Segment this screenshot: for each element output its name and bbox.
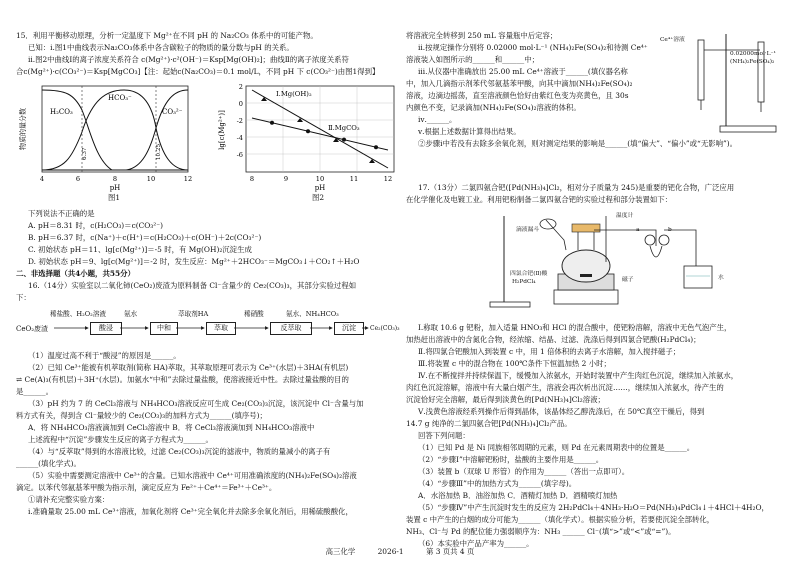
q17-3: （3）装置 b（双球 U 形管）的作用为______（答出一点即可）。 — [418, 467, 630, 476]
flow-end: Ce₂(CO₃)₃ — [370, 325, 400, 332]
titration-r7: 内颜色不变，记录滴加(NH₄)₂Fe(SO₄)₂溶液的体积。 — [406, 103, 581, 112]
flow-label-4: 稀硝酸 — [244, 310, 264, 318]
fig1-species-co3: CO₃²⁻ — [162, 108, 183, 116]
flow-label-2: 氨水 — [124, 310, 138, 318]
footer-code: 2026-1 — [377, 547, 404, 556]
fig2-xtick: 9 — [283, 175, 289, 183]
fig1-ylabel: 物质的量分数 — [19, 108, 27, 150]
fig1-mark-1: 6.37 — [82, 147, 88, 160]
q17-stem-b: 在化学催化及电镀工业。利用钯粉制备二氯四氨合钯的实验过程和部分装置如下： — [406, 195, 673, 204]
fig2-caption: 图2 — [312, 193, 325, 202]
titration-r5: 中，加入几滴指示剂苯代邻氨基苯甲酸，向其中滴加(NH₄)₂Fe(SO₄)₂ — [406, 79, 633, 88]
fig1-xtick: 4 — [39, 175, 45, 183]
q16-3a: （3）pH 约为 7 的 CeCl₃溶液与 NH₄HCO₃溶液反应可生成 Ce₂(CO₃)₃沉淀，该沉淀中 Cl⁻含量与加 — [28, 399, 364, 408]
synthesis-drawing — [406, 210, 784, 318]
fig1-mark-2: 10.25 — [156, 143, 162, 160]
q16-stem-b: 下： — [16, 293, 31, 302]
flow-label-1: 稀盐酸、H₂O₂溶液 — [50, 310, 107, 318]
q16-2b: ⇌ Ce(A)₃(有机层)＋3H⁺(水层)。加氨水“中和”去除过量盐酸，使溶液接近中性。去除过量盐酸的目的 — [16, 375, 349, 384]
label-funnel: 滴液漏斗 — [516, 227, 540, 233]
titration-r2: ⅱ.按规定操作分别将 0.02000 mol·L⁻¹ (NH₄)₂Fe(SO₄)₂和待测 Ce⁴⁺ — [418, 43, 648, 52]
titration-r9: ⅴ.根据上述数据计算得出结果。 — [418, 127, 521, 136]
flow-start: CeO₂废渣 — [16, 325, 49, 333]
q16-5b: 滴定。以苯代邻氨基苯甲酸为指示剂，滴定反应为 Fe²⁺＋Ce⁴⁺＝Fe³⁺＋Ce³⁺。 — [16, 483, 277, 492]
titration-r8: ⅳ.______。 — [418, 115, 457, 124]
q17-5a: （5）“步骤Ⅳ”中产生沉淀时发生的反应为 2H₂PdCl₄＋4NH₃·H₂O＝Pd(NH₃)₄PdCl₄↓＋4HCl＋4H₂O， — [418, 503, 769, 512]
step-5b: 14.7 g 纯净的二氯四氨合钯[Pd(NH₃)₄]Cl₂产品。 — [406, 419, 572, 428]
fig1-xtick: 12 — [183, 175, 193, 183]
q15-option-a: A. pH＝8.31 时，c(H₂CO₃)＝c(CO₃²⁻) — [28, 221, 164, 230]
q16-3c: A．将 NH₄HCO₃溶液滴加到 CeCl₃溶液中 B．将 CeCl₃溶液滴加到 NH₄HCO₃溶液中 — [28, 423, 315, 432]
label-stirrer: 磁子 — [622, 277, 634, 283]
label-thermometer: 温度计 — [616, 213, 634, 219]
section-2-heading: 二、非选择题（共4小题，共55分） — [16, 269, 135, 278]
burette-left-label: Ce⁴⁺溶液 — [660, 37, 685, 43]
footer-page: 第 3 页共 4 页 — [425, 547, 475, 556]
step-5a: Ⅴ.浅黄色溶液经系列操作后得到晶体，该晶体经乙醇洗涤后，在 50℃真空干燥后，得到 — [418, 407, 705, 416]
figures — [16, 80, 394, 206]
label-b: b — [668, 227, 672, 233]
q17-5b: 装置 c 中产生的白烟的成分可能为______（填化学式）。根据实验分析，若要使沉淀全部转化， — [406, 515, 715, 524]
label-flask-formula: H₂PdCl₄ — [512, 279, 536, 285]
flow-box-precipitate: 沉淀 — [334, 322, 364, 335]
flow-label-3: 萃取剂HA — [178, 310, 209, 318]
titration-r1: 将溶液完全转移到 250 mL 容量瓶中后定容； — [406, 31, 558, 40]
flow-box-neutralize: 中和 — [150, 322, 178, 335]
fig2-ytick: 0 — [238, 100, 243, 108]
label-a: a — [636, 227, 640, 233]
burette-apparatus — [660, 30, 784, 140]
fig2-ytick: -6 — [236, 151, 243, 159]
q17-6: （6）本实验中产品产率为______。 — [418, 539, 534, 548]
fig1-xtick: 8 — [112, 175, 118, 183]
figure-1 — [16, 80, 196, 192]
q16-2a: （2）已知 Ce³⁺能被有机萃取剂(简称 HA)萃取，其萃取原理可表示为 Ce³⁺(水层)＋3HA(有机层) — [28, 363, 349, 372]
q16-5c: ①请补充完整实验方案： — [28, 495, 110, 504]
titration-r10: ②步骤ⅰ中若没有去除多余氧化剂，则对测定结果的影响是______(填“偏大”、“偏小”或“无影响”)。 — [418, 139, 738, 148]
fig2-xlabel: pH — [314, 184, 326, 192]
fig2-curve-2-label: Ⅱ.MgCO₃ — [328, 124, 360, 132]
fig1-co3-curve — [42, 90, 188, 170]
q17-2: （2）“步骤Ⅰ”中溶解钯粉时，盐酸的主要作用是______。 — [418, 455, 604, 464]
titration-r3: 溶液装入如图所示的______和______中； — [406, 55, 540, 64]
q16-3d: 上述流程中“沉淀”步骤发生反应的离子方程式为______。 — [28, 435, 213, 444]
fig2-xtick: 10 — [315, 175, 325, 183]
label-flask: 四氯合钯(Ⅱ)酸 — [510, 271, 548, 277]
q16-2c: 是______。 — [16, 387, 53, 396]
fig1-h2co3-curve — [42, 90, 188, 170]
fig1-xtick: 10 — [146, 175, 156, 183]
fig2-xtick: 12 — [383, 175, 393, 183]
q16-5a: （5）实验中需要测定溶液中 Ce³⁺的含量。已知水溶液中 Ce⁴⁺可用准确浓度的(NH₄)₂Fe(SO₄)₂溶液 — [28, 471, 357, 480]
q15-option-b: B. pH＝6.37 时，c(Na⁺)＋c(H⁺)＝c(H₂CO₃)＋c(OH⁻)＋2c(CO₃²⁻) — [28, 233, 262, 242]
q16-stem-a: 16.（14分）实验室以二氧化铈(CeO₂)废渣为原料制备 Cl⁻含量少的 Ce₂(CO₃)₃，其部分实验过程如 — [28, 281, 357, 290]
step-4a: Ⅳ.在不断搅拌并持续保温下，缓慢加入浓氨水，开始时装置中产生肉红色沉淀，继续加入浓氨水， — [418, 371, 739, 380]
flow-box-extract: 萃取 — [206, 322, 236, 335]
fig2-ytick: 2 — [238, 83, 243, 91]
fig1-species-h2co3: H₂CO₃ — [50, 108, 73, 116]
left-column — [16, 30, 400, 518]
q15-info-2a: ⅱ.图2中曲线Ⅰ的离子浓度关系符合 c(Mg²⁺)·c²(OH⁻)＝Ksp[Mg(OH)₂]；曲线Ⅱ的离子浓度关系符 — [28, 55, 349, 64]
q17-stem-a: 17.（13分）二氯四氨合钯([Pd(NH₃)₄]Cl₂，相对分子质量为 245)是重要的钯化合物，广泛应用 — [418, 183, 735, 192]
fig1-xlabel: pH — [109, 184, 121, 192]
titration-r4: ⅲ.从仪器中准确放出 25.00 mL Ce⁴⁺溶液于______(填仪器名称 — [418, 67, 628, 76]
fig2-ytick: -2 — [236, 117, 243, 125]
flow-box-acid-leach: 酸浸 — [90, 322, 122, 335]
right-column — [406, 30, 784, 550]
q15-info-2b: 合c(Mg²⁺)·c(CO₃²⁻)＝Ksp[MgCO₃]【注：起始c(Na₂CO₃)＝0.1 mol/L，不同 pH 下 c(CO₃²⁻)由图1得到】 — [16, 67, 380, 76]
process-flow — [16, 306, 400, 346]
q16-3b: 料方式有关，得到含 Cl⁻量较少的 Ce₂(CO₃)₃的加料方式为______(填序号)； — [16, 411, 267, 420]
step-4c: 沉淀恰好完全溶解，最后得到淡黄色的[Pd(NH₃)₄]Cl₂溶液； — [406, 395, 605, 404]
fig2-ylabel: lg[c(Mg²⁺)] — [218, 110, 226, 150]
q17-5c: NH₃、Cl⁻与 Pd 的配位能力强弱顺序为：NH₃ ______ Cl⁻(填“>”或“<”或“=”)。 — [406, 527, 676, 536]
fig1-species-hco3: HCO₃⁻ — [108, 94, 132, 102]
answer-heading: 回答下列问题： — [418, 431, 470, 440]
q15-option-c: C. 初始状态 pH＝11、lg[c(Mg²⁺)]＝-5 时，有 Mg(OH)₂沉淀生成 — [28, 245, 252, 254]
fig1-caption: 图1 — [108, 193, 121, 202]
burette-right-label-b: (NH₄)₂Fe(SO₄)₂ — [730, 59, 775, 65]
page-footer — [0, 546, 800, 558]
q16-5d: ⅰ.准确量取 25.00 mL Ce³⁺溶液，加氧化剂将 Ce³⁺完全氧化并去除多余氧化剂后，用稀硫酸酸化， — [28, 507, 353, 516]
fig2-xtick: 8 — [249, 175, 255, 183]
step-4b: 肉红色沉淀溶解，溶液中有大量白烟产生，溶液会再次析出沉淀……，继续加入浓氨水，待产生的 — [406, 383, 724, 392]
fig1-hco3-curve — [42, 90, 188, 170]
q15-stem: 15．利用平衡移动原理，分析一定温度下 Mg²⁺在不同 pH 的 Na₂CO₃ 体系中的可能产物。 — [16, 31, 318, 40]
q15-info-1: 已知：ⅰ.图1中曲线表示Na₂CO₃体系中各含碳粒子的物质的量分数与pH 的关系。 — [28, 43, 294, 52]
q15-option-d: D. 初始状态 pH＝9、lg[c(Mg²⁺)]＝-2 时，发生反应：Mg²⁺＋2HCO₃⁻＝MgCO₃↓＋CO₂↑＋H₂O — [28, 257, 360, 266]
flow-box-back-extract: 反萃取 — [270, 322, 312, 335]
q17-1: （1）已知 Pd 是 Ni 同族相邻周期的元素，则 Pd 在元素周期表中的位置是______。 — [418, 443, 695, 452]
q16-4b: ______(填化学式)。 — [16, 459, 81, 468]
burette-right-label-a: 0.02000mol·L⁻¹ — [730, 51, 776, 57]
step-1b: 加热赶出溶液中的含氮化合物，经浓缩、结晶、过滤、洗涤后得到四氯合钯酸(H₂PdCl₄)； — [406, 335, 701, 344]
step-2: Ⅱ.将四氯合钯酸加入到装置 c 中，用 1 倍体积的去离子水溶解，加入搅拌磁子； — [418, 347, 681, 356]
step-1a: Ⅰ.称取 10.6 g 钯粉，加入适量 HNO₃和 HCl 的混合酸中，使钯粉溶解，溶液中无色气泡产生， — [418, 323, 732, 332]
q16-4a: （4）与“反萃取”得到的水溶液比较，过滤 Ce₂(CO₃)₃沉淀的滤液中，物质的量减小的离子有 — [28, 447, 331, 456]
burette-drawing — [660, 30, 784, 140]
fig2-ytick: -4 — [236, 134, 243, 142]
titration-block — [406, 30, 784, 182]
q15-ask: 下列说法不正确的是 — [28, 209, 95, 218]
label-water: 水 — [718, 275, 724, 281]
synthesis-apparatus — [406, 210, 784, 318]
flow-label-5: 氨水、NH₄HCO₃ — [286, 310, 339, 318]
titration-r6: 溶液，边滴边摇荡，直至溶液颜色恰好由紫红色变为亮黄色，且 30s — [406, 91, 629, 100]
q17-4-options: A．水浴加热 B．油浴加热 C．酒精灯加热 D．酒精喷灯加热 — [418, 491, 618, 500]
step-3: Ⅲ.将装置 c 中的混合物在 100℃条件下恒温加热 2 小时； — [418, 359, 611, 368]
q17-4: （4）“步骤Ⅲ”中的加热方式为______(填字母)。 — [418, 479, 577, 488]
fig1-xtick: 6 — [75, 175, 81, 183]
fig2-curve-1-label: Ⅰ.Mg(OH)₂ — [276, 90, 312, 98]
figure-2 — [212, 80, 402, 192]
fig2-xtick: 11 — [349, 175, 359, 183]
q16-1: （1）温度过高不利于“酸浸”的原因是______。 — [28, 351, 181, 360]
footer-subject: 高三化学 — [325, 547, 356, 556]
